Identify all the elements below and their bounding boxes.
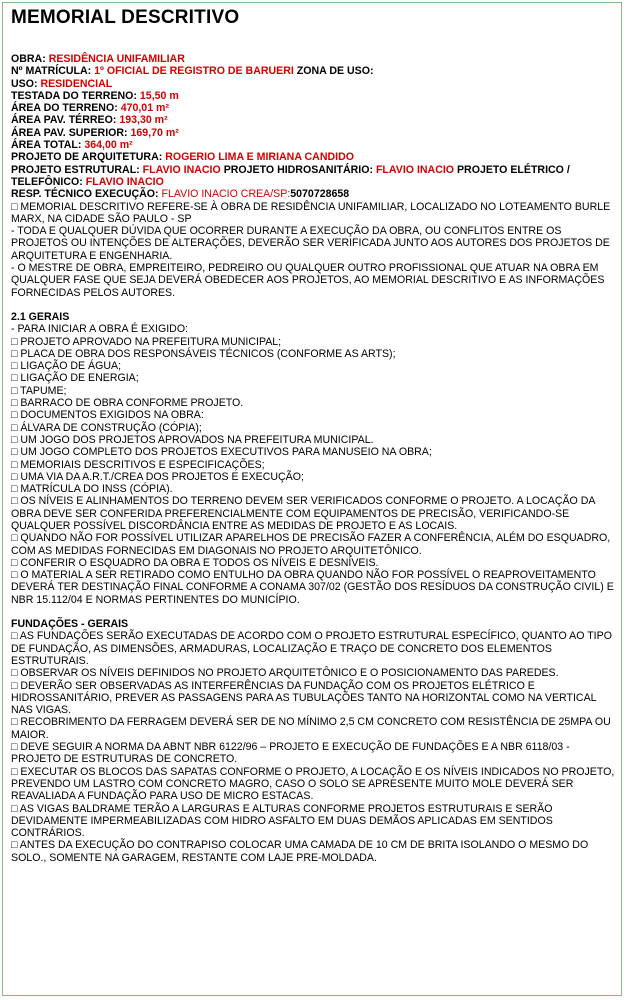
testada-label: TESTADA DO TERRENO:: [11, 89, 137, 102]
document-body: [11, 53, 615, 864]
arquitetura-label: PROJETO DE ARQUITETURA:: [11, 151, 163, 164]
spacer: [11, 299, 615, 311]
zona-label: ZONA DE USO:: [296, 65, 374, 78]
matricula-label: Nº MATRÍCULA:: [11, 65, 92, 78]
estrutural-value: FLAVIO INACIO: [142, 163, 221, 176]
intro-paragraph: - TODA E QUALQUER DÚVIDA QUE OCORRER DURANTE A EXECUÇÃO DA OBRA, OU CONFLITOS ENTRE OS PROJETOS OU INTENÇÕES DE ALTERAÇÕES, DEVERÃO SER VERIFICADA JUNTO AOS AUTORES DOS PROJETOS DE ARQUITETURA E ENGENHARIA.: [11, 225, 610, 262]
resp-number: 5070728658: [290, 188, 350, 201]
header-block: [11, 53, 615, 201]
gerais-heading: 2.1 GERAIS: [11, 310, 70, 323]
list-item: □ MATRÍCULA DO INSS (CÓPIA).: [11, 483, 173, 496]
list-item: □ UMA VIA DA A.R.T./CREA DOS PROJETOS E EXECUÇÃO;: [11, 470, 304, 483]
intro-paragraph: □ MEMORIAL DESCRITIVO REFERE-SE À OBRA DE RESIDÊNCIA UNIFAMILIAR, LOCALIZADO NO LOTEAMENTO BURLE MARX, NA CIDADE SÃO PAULO - SP: [11, 200, 611, 225]
area-superior-value: 169,70 m²: [130, 126, 179, 139]
uso-label: USO:: [11, 77, 38, 90]
list-item: □ OBSERVAR OS NÍVEIS DEFINIDOS NO PROJETO ARQUITETÔNICO E O POSICIONAMENTO DAS PAREDES.: [11, 667, 559, 680]
gerais-section: [11, 311, 615, 606]
spacer: [11, 606, 615, 618]
list-item: □ AS FUNDAÇÕES SERÃO EXECUTADAS DE ACORDO COM O PROJETO ESTRUTURAL ESPECÍFICO, QUANTO AO TIPO DE FUNDAÇÃO, AS DIMENSÕES, ARMADURAS, LOCALIZAÇÃO E TRAÇO DE CONCRETO DOS ELEMENTOS ESTRUTURAIS.: [11, 630, 612, 667]
hidro-label: PROJETO HIDROSANITÁRIO:: [223, 163, 373, 176]
list-item: □ QUANDO NÃO FOR POSSÍVEL UTILIZAR APARELHOS DE PRECISÃO FAZER A CONFERÊNCIA, ALÉM DO ESQUADRO, COM AS MEDIDAS FORNECIDAS EM DIAGONAIS NO PROJETO ARQUITETÔNICO.: [11, 532, 611, 557]
uso-line: [11, 78, 615, 90]
list-item: □ EXECUTAR OS BLOCOS DAS SAPATAS CONFORME O PROJETO, A LOCAÇÃO E OS NÍVEIS INDICADOS NO PROJETO, PREVENDO UM LASTRO COM CONCRETO MAGRO, CASO O SOLO SE APRESENTE MUITO MOLE DEVERÁ SER REAVALIADA A FUNDAÇÃO PARA USO DE MICRO ESTACAS.: [11, 765, 615, 803]
area-terreo-label: ÁREA PAV. TÉRREO:: [11, 114, 117, 127]
list-item: □ MEMORIAIS DESCRITIVOS E ESPECIFICAÇÕES;: [11, 458, 265, 471]
uso-value: RESIDENCIAL: [40, 77, 113, 90]
list-item: □ ÁLVARA DE CONSTRUÇÃO (CÓPIA);: [11, 421, 202, 434]
obra-line: [11, 53, 615, 65]
list-item: - PARA INICIAR A OBRA É EXIGIDO:: [11, 323, 189, 336]
intro-block: [11, 201, 615, 299]
area-terreo-line: [11, 114, 615, 126]
fundacoes-section: [11, 618, 615, 864]
area-terreno-label: ÁREA DO TERRENO:: [11, 102, 118, 115]
list-item: □ OS NÍVEIS E ALINHAMENTOS DO TERRENO DEVEM SER VERIFICADOS CONFORME O PROJETO. A LOCAÇÃO DA OBRA DEVE SER CONFERIDA PREFERENCIALMENTE COM EQUIPAMENTOS DE PRECISÃO, VERIFICANDO-SE QUALQUER POSSÍVEL DISCORDÂNCIA ENTRE AS MEDIDAS DE PROJETO E AS LOCAIS.: [11, 495, 595, 532]
list-item: □ DEVERÃO SER OBSERVADAS AS INTERFERÊNCIAS DA FUNDAÇÃO COM OS PROJETOS ELÉTRICO E HIDROSSANITÁRIO, PREVER AS PASSAGENS PARA AS TUBULAÇÕES TANTO NA HORIZONTAL COMO NA VERTICAL NAS VIGAS.: [11, 679, 597, 717]
eletrico-value: FLAVIO INACIO: [85, 175, 164, 188]
list-item: □ UM JOGO DOS PROJETOS APROVADOS NA PREFEITURA MUNICIPAL.: [11, 433, 374, 446]
area-terreno-value: 470,01 m²: [120, 102, 169, 115]
estrutural-label: PROJETO ESTRUTURAL:: [11, 163, 140, 176]
area-terreno-line: [11, 102, 615, 114]
list-item: □ DEVE SEGUIR A NORMA DA ABNT NBR 6122/96 – PROJETO E EXECUÇÃO DE FUNDAÇÕES E A NBR 6118/03 - PROJETO DE ESTRUTURAS DE CONCRETO.: [11, 741, 570, 766]
list-item: □ PROJETO APROVADO NA PREFEITURA MUNICIPAL;: [11, 335, 282, 348]
list-item: □ PLACA DE OBRA DOS RESPONSÁVEIS TÉCNICOS (CONFORME AS ARTS);: [11, 347, 396, 360]
list-item: □ LIGAÇÃO DE ENERGIA;: [11, 372, 139, 385]
area-terreo-value: 193,30 m²: [119, 114, 168, 127]
hidro-value: FLAVIO INACIO: [375, 163, 455, 176]
list-item: □ AS VIGAS BALDRAME TERÃO A LARGURAS E ALTURAS CONFORME PROJETOS ESTRUTURAIS E SERÃO DEVIDAMENTE IMPERMEABILIZADAS COM HIDRO ASFALTO EM DUAS DEMÃOS APLICADAS EM SENTIDOS CONTRÁRIOS.: [11, 802, 553, 840]
matricula-line: [11, 65, 615, 77]
arquitetura-value: ROGERIO LIMA E MIRIANA CANDIDO: [165, 151, 354, 164]
fundacoes-heading: FUNDAÇÕES - GERAIS: [11, 618, 129, 631]
obra-label: OBRA:: [11, 53, 46, 65]
resp-value: FLAVIO INACIO CREA/SP:: [161, 188, 291, 201]
list-item: □ O MATERIAL A SER RETIRADO COMO ENTULHO DA OBRA QUANDO NÃO FOR POSSÍVEL O REAPROVEITAMENTO DEVERÁ TER DESTINAÇÃO FINAL CONFORME A CONAMA 307/02 (GESTÃO DOS RESÍDUOS DA CONSTRUÇÃO CIVIL) E NBR 15.112/04 E NORMAS PERTINENTES DO MUNICÍPIO.: [11, 569, 614, 606]
projetos-line: [11, 164, 615, 189]
area-total-value: 364,00 m²: [84, 139, 133, 152]
resp-line: [11, 188, 615, 200]
area-total-line: [11, 139, 615, 151]
eletrico-label: PROJETO ELÉTRICO / TELEFÔNICO:: [11, 163, 570, 188]
list-item: □ TAPUME;: [11, 384, 67, 397]
testada-value: 15,50 m: [139, 89, 179, 102]
document-title: MEMORIAL DESCRITIVO: [11, 7, 240, 28]
document-page: [2, 2, 622, 996]
list-item: □ RECOBRIMENTO DA FERRAGEM DEVERÁ SER DE NO MÍNIMO 2,5 CM CONCRETO COM RESISTÊNCIA DE 25MPA OU MAIOR.: [11, 716, 611, 741]
intro-paragraph: - O MESTRE DE OBRA, EMPREITEIRO, PEDREIRO OU QUALQUER OUTRO PROFISSIONAL QUE ATUAR NA OBRA EM QUALQUER FASE QUE SEJA DEVERÁ OBEDECER AOS PROJETOS, AO MEMORIAL DESCRITIVO E AS INFORMAÇÕES FORNECIDAS PELOS AUTORES.: [11, 262, 605, 299]
list-item: □ BARRACO DE OBRA CONFORME PROJETO.: [11, 397, 244, 410]
resp-label: RESP. TÉCNICO EXECUÇÃO:: [11, 188, 159, 201]
list-item: □ DOCUMENTOS EXIGIDOS NA OBRA:: [11, 409, 204, 422]
area-superior-label: ÁREA PAV. SUPERIOR:: [11, 126, 128, 139]
list-item: □ CONFERIR O ESQUADRO DA OBRA E TODOS OS NÍVEIS E DESNÍVEIS.: [11, 556, 379, 569]
testada-line: [11, 90, 615, 102]
list-item: □ UM JOGO COMPLETO DOS PROJETOS EXECUTIVOS PARA MANUSEIO NA OBRA;: [11, 446, 432, 459]
area-total-label: ÁREA TOTAL:: [11, 139, 82, 152]
obra-value: RESIDÊNCIA UNIFAMILIAR: [48, 53, 185, 65]
area-superior-line: [11, 127, 615, 139]
arquitetura-line: [11, 151, 615, 163]
list-item: □ ANTES DA EXECUÇÃO DO CONTRAPISO COLOCAR UMA CAMADA DE 10 CM DE BRITA ISOLANDO O MESMO DO SOLO., SOMENTE NA GARAGEM, RESTANTE COM LAJE PRE-MOLDADA.: [11, 839, 589, 864]
list-item: □ LIGAÇÃO DE ÁGUA;: [11, 360, 122, 373]
matricula-value: 1º OFICIAL DE REGISTRO DE BARUERI: [94, 65, 294, 78]
